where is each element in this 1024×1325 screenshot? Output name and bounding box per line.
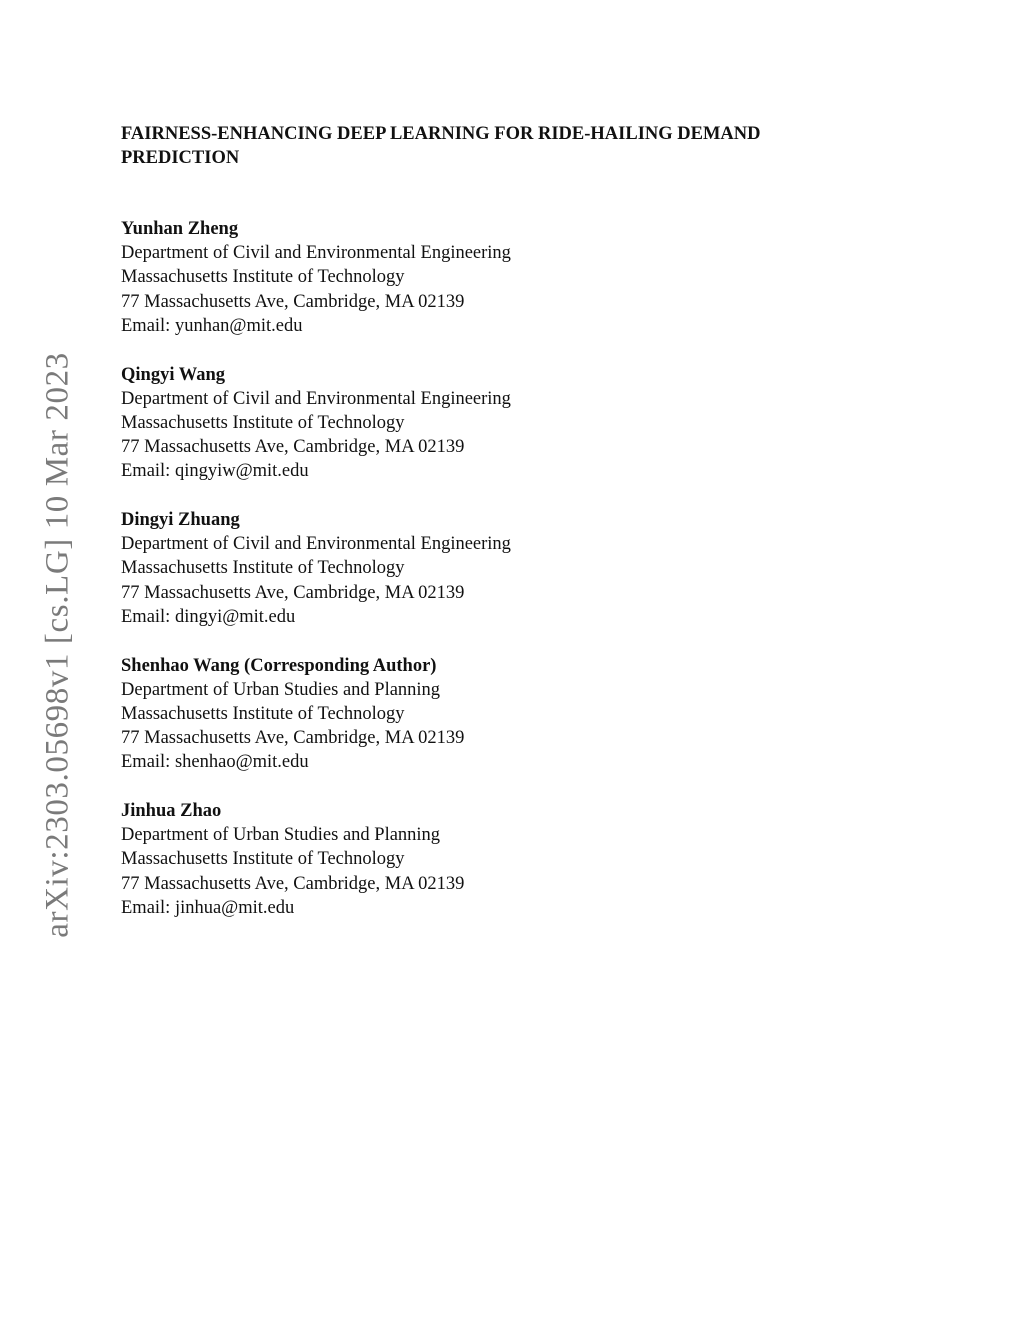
author-name: Yunhan Zheng	[121, 219, 239, 239]
author-address: 77 Massachusetts Ave, Cambridge, MA 02139	[121, 582, 465, 603]
author-address: 77 Massachusetts Ave, Cambridge, MA 02139	[121, 291, 465, 312]
author-email: Email: qingyiw@mit.edu	[121, 461, 309, 482]
author-name: Qingyi Wang	[121, 364, 226, 385]
author-entry	[121, 799, 821, 920]
author-email: Email: jinhua@mit.edu	[121, 897, 295, 918]
author-institution: Massachusetts Institute of Technology	[121, 267, 405, 288]
author-email: Email: shenhao@mit.edu	[121, 752, 309, 773]
author-institution: Massachusetts Institute of Technology	[121, 703, 405, 724]
author-entry	[121, 654, 821, 775]
author-list	[121, 217, 821, 945]
author-name: Dingyi Zhuang	[121, 510, 240, 531]
paper-title: FAIRNESS-ENHANCING DEEP LEARNING FOR RIDE-HAILING DEMAND PREDICTION	[121, 124, 761, 168]
author-department: Department of Urban Studies and Planning	[121, 825, 441, 846]
author-name: Shenhao Wang (Corresponding Author)	[121, 655, 437, 676]
author-institution: Massachusetts Institute of Technology	[121, 412, 405, 433]
author-department: Department of Urban Studies and Planning	[121, 679, 441, 700]
author-entry	[121, 508, 821, 629]
arxiv-identifier-stamp: arXiv:2303.05698v1 [cs.LG] 10 Mar 2023	[39, 352, 76, 938]
author-institution: Massachusetts Institute of Technology	[121, 558, 405, 579]
author-department: Department of Civil and Environmental Engineering	[121, 388, 511, 409]
author-entry	[121, 363, 821, 484]
author-institution: Massachusetts Institute of Technology	[121, 849, 405, 870]
author-department: Department of Civil and Environmental Engineering	[121, 243, 511, 264]
author-entry	[121, 217, 821, 338]
author-department: Department of Civil and Environmental Engineering	[121, 534, 511, 555]
author-address: 77 Massachusetts Ave, Cambridge, MA 02139	[121, 437, 465, 458]
author-email: Email: dingyi@mit.edu	[121, 606, 296, 627]
author-email: Email: yunhan@mit.edu	[121, 315, 303, 336]
author-name: Jinhua Zhao	[121, 801, 222, 822]
author-address: 77 Massachusetts Ave, Cambridge, MA 02139	[121, 728, 465, 749]
author-address: 77 Massachusetts Ave, Cambridge, MA 02139	[121, 873, 465, 894]
